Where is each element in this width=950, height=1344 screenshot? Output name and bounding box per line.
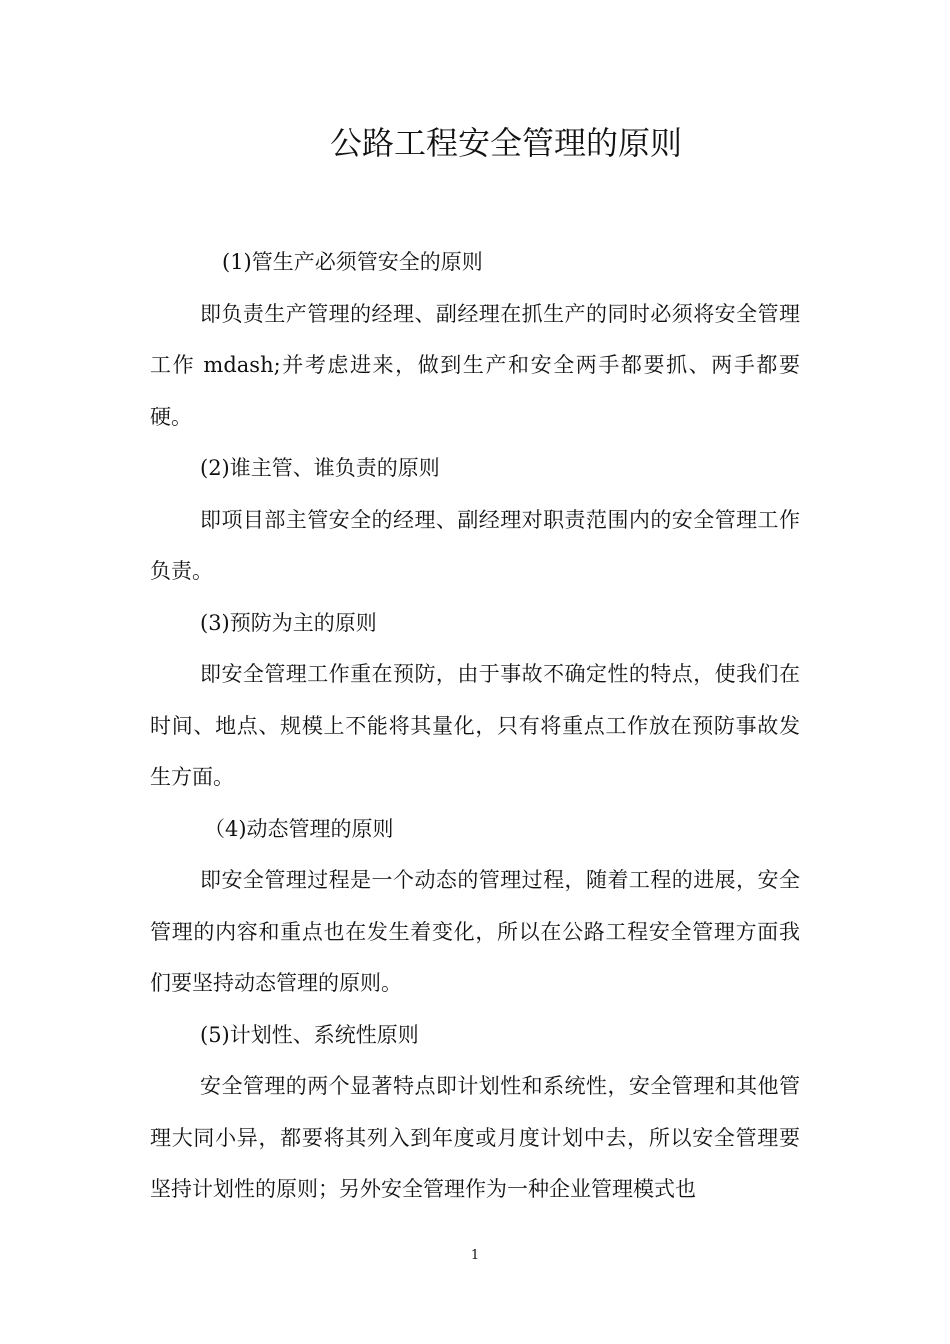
section-paragraph-5: 安全管理的两个显著特点即计划性和系统性，安全管理和其他管理大同小异，都要将其列入到年度或月度计划中去，所以安全管理要坚持计划性的原则；另外安全管理作为一种企业管理模式也 [150,1074,800,1201]
document-body [150,237,800,1216]
section-paragraph-1: 即负责生产管理的经理、副经理在抓生产的同时必须将安全管理工作 mdash;并考虑进来，做到生产和安全两手都要抓、两手都要硬。 [150,301,800,429]
section-heading-3: (3)预防为主的原则 [200,610,377,635]
section-heading-2: (2)谁主管、谁负责的原则 [200,456,440,480]
document-title: 公路工程安全管理的原则 [329,124,682,162]
page-number: 1 [470,1248,480,1263]
section-heading-5: (5)计划性、系统性原则 [200,1022,419,1047]
section-heading-4: （4)动态管理的原则 [204,816,394,841]
section-paragraph-3: 即安全管理工作重在预防，由于事故不确定性的特点，使我们在时间、地点、规模上不能将其量化，只有将重点工作放在预防事故发生方面。 [150,662,800,789]
section-paragraph-4: 即安全管理过程是一个动态的管理过程，随着工程的进展，安全管理的内容和重点也在发生着变化，所以在公路工程安全管理方面我们要坚持动态管理的原则。 [150,868,800,995]
section-paragraph-2: 即项目部主管安全的经理、副经理对职责范围内的安全管理工作负责。 [150,507,800,583]
section-heading-1: (1)管生产必须管安全的原则 [222,250,483,274]
